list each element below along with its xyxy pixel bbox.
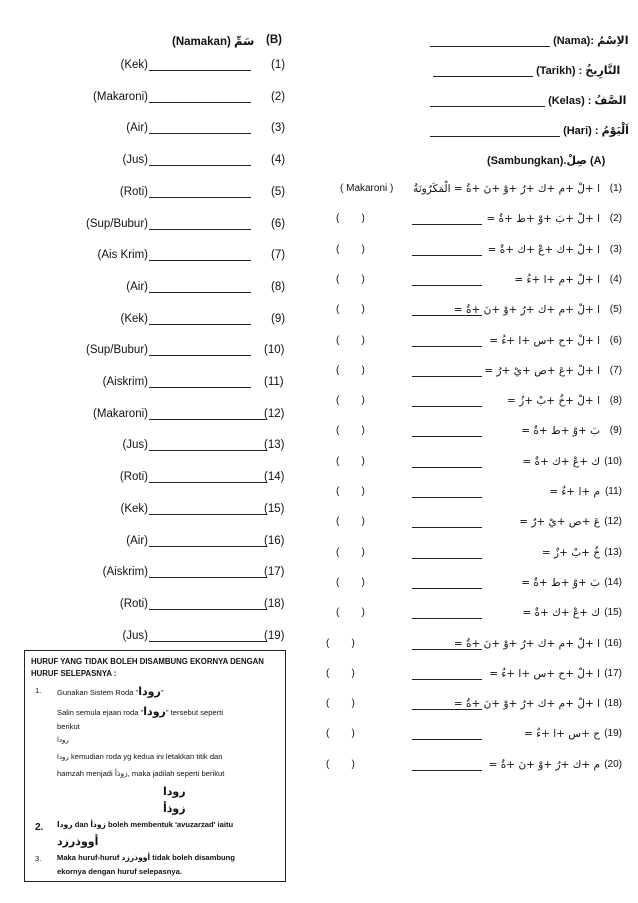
section-a-number: (8) xyxy=(609,395,622,407)
section-a-answer[interactable]: ( ) xyxy=(336,395,365,407)
section-a-answer-line[interactable] xyxy=(412,516,482,528)
section-a-answer[interactable]: ( ) xyxy=(336,334,365,346)
section-a-equation: ا +لْ +ح +س +ا +ءُ = xyxy=(489,334,600,347)
section-a-row xyxy=(322,698,622,714)
kelas-arabic: الصَّفُ xyxy=(594,94,627,107)
section-b-number: (13) xyxy=(264,439,285,452)
section-a-row xyxy=(322,577,622,593)
section-b-number: (16) xyxy=(264,534,285,547)
section-b-word: (Makaroni) xyxy=(93,90,148,103)
section-a-row xyxy=(322,365,622,381)
section-a-number: (2) xyxy=(609,213,622,225)
section-b-number: (7) xyxy=(271,249,286,262)
section-b-answer-line[interactable] xyxy=(149,249,251,261)
section-b-number: (11) xyxy=(264,376,284,388)
section-b-row xyxy=(60,122,300,136)
section-a-number: (4) xyxy=(609,273,622,285)
note-p1-a-end: " xyxy=(160,688,164,697)
section-a-number: (9) xyxy=(609,425,622,437)
section-b-word: (Sup/Bubur) xyxy=(85,344,148,357)
section-b-number: (18) xyxy=(264,597,285,610)
tarikh-latin: (Tarikh) : xyxy=(536,65,583,77)
section-a-row xyxy=(322,395,622,411)
section-b-word: (Air) xyxy=(126,122,148,135)
section-b-row xyxy=(60,249,300,263)
section-a-answer-line[interactable] xyxy=(412,274,482,286)
nama-line[interactable] xyxy=(430,35,550,47)
section-a-equation: ا +لْ +م +ك +رُ +وْ +نَ +ةُ = xyxy=(453,637,600,650)
section-b-number: (4) xyxy=(271,154,286,167)
section-a-equation: ا +لْ +ك +عْ +ك +ةٌ = xyxy=(487,243,600,256)
section-a-equation: ح +س +ا +ءٌ = xyxy=(524,728,600,741)
section-a-number: (11) xyxy=(604,486,622,497)
section-a-row xyxy=(322,516,622,532)
section-a-row xyxy=(322,486,622,502)
note-p1-f-ar: زوذأ xyxy=(114,769,128,778)
section-a-number: (18) xyxy=(604,698,622,710)
section-a-row xyxy=(322,456,622,472)
section-b-row xyxy=(60,408,300,422)
section-a-answer-line[interactable] xyxy=(412,486,482,498)
note-p2-line xyxy=(57,819,233,831)
section-a-equation: ا +لْ +ح +س +ا +ءُ = xyxy=(489,667,600,680)
section-b-answer-line[interactable] xyxy=(149,91,251,103)
section-a-answer[interactable]: ( ) xyxy=(336,546,365,558)
field-nama xyxy=(430,34,628,47)
note-p1-b-ar: رودا xyxy=(143,705,166,718)
section-b-number: (3) xyxy=(271,122,286,135)
section-a-equation: ا +لْ +بَ +وْ +ط +ةُ = xyxy=(486,213,600,226)
section-a-answer-line[interactable] xyxy=(412,577,482,589)
note-p1-line-e xyxy=(57,751,222,763)
section-b-heading xyxy=(172,34,254,48)
section-a-answer-line[interactable] xyxy=(412,213,482,225)
section-a-heading xyxy=(487,154,605,167)
section-b-number: (6) xyxy=(271,217,286,230)
section-b-row xyxy=(60,630,300,644)
section-a-number: (13) xyxy=(604,546,622,558)
section-a-number: (1) xyxy=(609,183,622,194)
section-a-answer[interactable]: ( ) xyxy=(336,243,365,255)
section-b-answer-line[interactable] xyxy=(149,154,251,166)
note-p3-num: 3. xyxy=(35,854,42,863)
note-p1-g-ar: رودا xyxy=(163,785,186,798)
section-b-answer-line[interactable] xyxy=(149,122,251,134)
section-a-answer[interactable]: ( ) xyxy=(336,455,365,467)
section-a-number: (20) xyxy=(604,758,622,770)
note-p1-b: Salin semula ejaan roda " xyxy=(57,708,144,717)
section-b-row xyxy=(60,186,300,200)
section-a-equation: ا +لْ +م +ك +رُ +وْ +نَ +ةُ = xyxy=(453,698,600,711)
section-a-equation: ا +لْ +خُ +بْ +زُ = xyxy=(507,395,600,408)
section-a-row xyxy=(322,728,622,744)
section-b-word: (Kek) xyxy=(120,502,148,515)
section-b-answer-line[interactable] xyxy=(149,59,251,71)
section-a-answer[interactable]: ( ) xyxy=(326,667,355,679)
section-a-equation: م +ا +ءٌ = xyxy=(549,486,600,498)
section-a-row xyxy=(322,668,622,684)
section-a-answer-line[interactable] xyxy=(412,365,482,377)
section-b-word: (Air) xyxy=(126,534,148,547)
section-a-row xyxy=(322,638,622,654)
section-a-answer-line[interactable] xyxy=(412,728,482,740)
section-b-word: (Makaroni) xyxy=(93,407,148,420)
section-a-row xyxy=(322,213,622,229)
note-p3-b: tidak boleh disambung xyxy=(150,853,235,862)
section-a-answer[interactable]: ( ) xyxy=(336,364,365,376)
note-p1-b-end: " tersebut seperti xyxy=(165,708,224,717)
hari-arabic: اَلْيَوْمُ xyxy=(601,124,629,137)
section-b-number: (14) xyxy=(264,471,285,484)
section-b-answer-line[interactable] xyxy=(149,503,267,515)
section-a-row xyxy=(322,335,622,351)
note-p1-h-ar: زوذأ xyxy=(163,802,186,815)
note-p1-line-b xyxy=(57,703,223,720)
tarikh-arabic: التَّارِيخُ xyxy=(585,64,621,77)
section-b-answer-line[interactable] xyxy=(149,186,251,198)
section-b-row xyxy=(60,91,300,105)
note-p3-a: Maka huruf-huruf xyxy=(57,853,122,862)
note-p3-line-a xyxy=(57,852,235,864)
note-p2-text: boleh membentuk 'avuzarzad' iaitu xyxy=(105,820,234,829)
section-b-word: (Jus) xyxy=(122,439,148,452)
section-b-word: (Kek) xyxy=(120,312,148,325)
section-b-word: (Aiskrim) xyxy=(102,376,148,388)
section-a-answer[interactable]: ( ) xyxy=(326,637,355,649)
section-b-word: (Kek) xyxy=(120,59,148,71)
section-a-equation: بَ +وْ +ط +ةٌ = xyxy=(521,576,600,589)
section-a-equation: عَ +ص +يْ +رٌ = xyxy=(519,516,600,529)
note-p1-line-f xyxy=(57,768,224,780)
section-b-row xyxy=(60,313,300,327)
section-b-row xyxy=(60,281,300,295)
section-a-row xyxy=(322,183,622,199)
section-a-answer-line[interactable] xyxy=(412,759,482,771)
section-a-answer[interactable]: ( ) xyxy=(336,607,365,619)
section-a-equation: ا +لْ +م +ا +ءُ = xyxy=(514,273,600,286)
section-a-answer[interactable]: ( ) xyxy=(336,273,365,285)
section-b-word: (Ais Krim) xyxy=(97,249,148,262)
section-b-number: (12) xyxy=(264,407,285,420)
section-b-number: (10) xyxy=(264,344,285,357)
section-b-title-latin: (Namakan) xyxy=(172,36,231,48)
section-b-title-arabic: سَمِّ xyxy=(234,34,255,48)
field-kelas xyxy=(430,94,626,107)
section-a-answer-line[interactable] xyxy=(412,335,482,347)
section-a-answer-line[interactable] xyxy=(412,456,482,468)
section-b-row xyxy=(60,344,300,358)
section-a-row xyxy=(322,304,622,320)
note-p1-e-ar: رودا xyxy=(57,753,69,761)
section-a-number: (5) xyxy=(609,304,622,316)
note-box xyxy=(24,650,286,882)
section-a-label: (A) xyxy=(589,155,606,167)
section-a-row xyxy=(322,607,622,623)
section-a-equation: ك +عْ +ك +ةٌ = xyxy=(522,607,600,620)
section-a-number: (14) xyxy=(604,576,622,588)
section-a-answer-line[interactable] xyxy=(412,547,482,559)
note-p3-c: ekornya dengan huruf selepasnya. xyxy=(57,867,182,876)
note-p2-ar3: أووذرزد xyxy=(57,835,99,848)
nama-arabic: الاِسْمُ xyxy=(597,34,629,47)
section-a-equation: ا +لْ +عَ +ص +يْ +رُ = xyxy=(484,364,600,377)
section-a-number: (17) xyxy=(604,667,622,679)
note-p1-a: Gunakan Sistem Roda " xyxy=(57,688,139,697)
section-b-row xyxy=(60,154,300,168)
section-b-answer-line[interactable] xyxy=(149,535,267,547)
section-b-answer-line[interactable] xyxy=(149,408,267,420)
section-a-number: (15) xyxy=(604,607,622,619)
section-a-answer[interactable]: ( ) xyxy=(336,425,365,437)
section-b-word: (Roti) xyxy=(119,471,148,484)
field-hari xyxy=(430,124,629,137)
section-b-number: (2) xyxy=(271,90,286,103)
section-a-answer[interactable]: ( ) xyxy=(336,576,365,588)
section-a-answer[interactable]: ( ) xyxy=(326,758,355,770)
section-b-number: (8) xyxy=(271,280,286,293)
section-a-answer[interactable]: ( Makaroni ) xyxy=(340,183,394,194)
section-b-word: (Roti) xyxy=(119,597,148,610)
section-a-equation: ك +عْ +ك +ةٌ = xyxy=(522,455,600,468)
section-b-row xyxy=(60,439,300,453)
section-a-equation: ا +لْ +م +ك +رُ +وْ +نَ +ةُ = الْمَكَرُونَةُ xyxy=(413,183,600,195)
section-b-word: (Jus) xyxy=(122,629,148,642)
section-a-row xyxy=(322,244,622,260)
section-a-answer-line[interactable] xyxy=(412,244,482,256)
section-a-number: (10) xyxy=(604,455,622,467)
note-p1-num: 1. xyxy=(35,686,42,695)
section-b-word: (Roti) xyxy=(119,185,148,198)
section-b-row xyxy=(60,471,300,485)
kelas-latin: (Kelas) : xyxy=(548,95,592,107)
tarikh-line[interactable] xyxy=(433,65,533,77)
section-a-equation: ا +لْ +م +ك +رُ +وْ +نَ +ةُ = xyxy=(453,304,600,317)
section-a-number: (16) xyxy=(604,637,622,649)
note-p1-c: berikut xyxy=(57,722,80,731)
section-b-answer-line[interactable] xyxy=(149,471,267,483)
section-a-number: (3) xyxy=(609,243,622,255)
section-a-answer-line[interactable] xyxy=(412,425,482,437)
section-b-row xyxy=(60,503,300,517)
section-a-answer-line[interactable] xyxy=(412,395,482,407)
section-b-answer-line[interactable] xyxy=(149,218,251,230)
section-b-answer-line[interactable] xyxy=(149,376,251,388)
section-a-row xyxy=(322,759,622,775)
section-b-number: (15) xyxy=(264,502,285,515)
section-a-number: (6) xyxy=(609,334,622,346)
note-p1-line-a xyxy=(57,683,164,700)
section-a-equation: بَ +وْ +ط +ةٌ = xyxy=(521,425,600,438)
section-a-row xyxy=(322,547,622,563)
section-b-label: (B) xyxy=(266,34,282,46)
section-a-row xyxy=(322,425,622,441)
section-a-title-latin: (Sambungkan). xyxy=(487,155,567,167)
hari-line[interactable] xyxy=(430,125,560,137)
section-b-number: (1) xyxy=(271,59,286,71)
section-a-number: (7) xyxy=(609,364,622,376)
section-b-answer-line[interactable] xyxy=(149,344,251,356)
section-a-answer-line[interactable] xyxy=(412,607,482,619)
note-p1-a-ar: رودا xyxy=(138,685,161,698)
section-b-word: (Aiskrim) xyxy=(102,566,148,579)
section-a-number: (12) xyxy=(604,516,622,528)
section-b-row xyxy=(60,376,300,390)
section-b-word: (Jus) xyxy=(122,154,148,167)
note-p1-f-end: , maka jadilah seperti berikut xyxy=(127,769,225,778)
note-p1-d-ar: رودا xyxy=(57,736,69,744)
section-b-answer-line[interactable] xyxy=(149,598,267,610)
note-p2-ar1: رودا xyxy=(57,820,73,829)
section-a-row xyxy=(322,274,622,290)
section-b-row xyxy=(60,218,300,232)
note-p3-ar: أووذرزد xyxy=(121,853,151,862)
section-b-row xyxy=(60,566,300,580)
section-b-answer-line[interactable] xyxy=(149,566,267,578)
section-a-answer[interactable]: ( ) xyxy=(336,516,365,528)
note-p2-mid: dan xyxy=(72,820,91,829)
section-a-number: (19) xyxy=(604,728,622,740)
field-tarikh xyxy=(433,64,620,77)
section-a-answer-line[interactable] xyxy=(412,668,482,680)
note-p1-e: kemudian roda yg kedua ini letakkan titik dan xyxy=(68,752,223,761)
section-b-row xyxy=(60,535,300,549)
section-b-answer-line[interactable] xyxy=(149,630,267,642)
hari-latin: (Hari) : xyxy=(563,125,599,137)
section-a-title-arabic: صِلْ xyxy=(566,154,587,167)
section-b-word: (Sup/Bubur) xyxy=(85,217,148,230)
section-a-answer[interactable]: ( ) xyxy=(326,698,355,710)
section-b-row xyxy=(60,59,300,73)
note-p2-num: 2. xyxy=(35,822,44,833)
section-b-number: (5) xyxy=(271,185,286,198)
section-a-answer[interactable]: ( ) xyxy=(336,304,365,316)
section-b-word: (Air) xyxy=(126,280,148,293)
note-p2-ar2: زوذأ xyxy=(90,820,106,829)
section-b-number: (17) xyxy=(264,566,285,579)
section-a-answer[interactable]: ( ) xyxy=(336,486,365,497)
section-b-number: (19) xyxy=(264,629,285,642)
note-title: HURUF YANG TIDAK BOLEH DISAMBUNG EKORNYA DENGAN HURUF SELEPASNYA : xyxy=(31,657,264,678)
section-b-answer-line[interactable] xyxy=(149,281,251,293)
section-b-answer-line[interactable] xyxy=(149,439,267,451)
section-a-answer[interactable]: ( ) xyxy=(336,213,365,225)
section-b-number: (9) xyxy=(271,312,286,325)
kelas-line[interactable] xyxy=(430,95,545,107)
note-p1-f: hamzah menjadi xyxy=(57,769,115,778)
section-b-row xyxy=(60,598,300,612)
nama-latin: (Nama): xyxy=(553,35,595,47)
section-a-equation: خُ +بْ +زٌ = xyxy=(541,546,600,559)
section-b-answer-line[interactable] xyxy=(149,313,251,325)
section-a-equation: م +ك +رُ +وْ +نَ +ةٌ = xyxy=(488,758,600,771)
section-a-answer[interactable]: ( ) xyxy=(326,728,355,740)
